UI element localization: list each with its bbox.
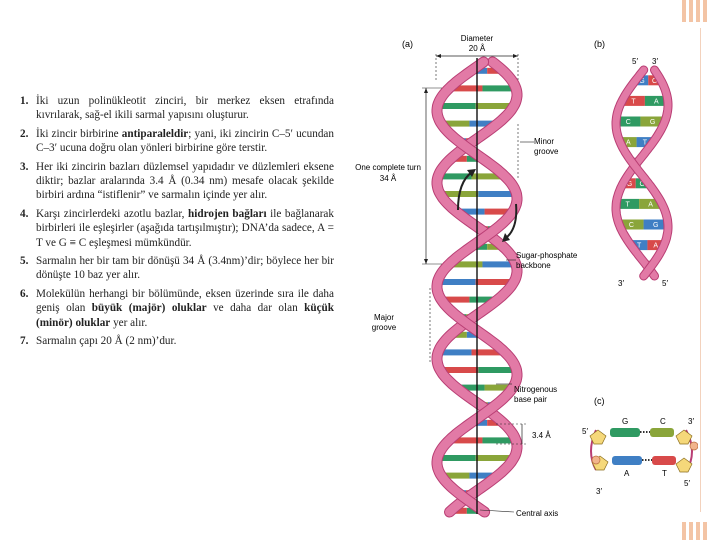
- panel-b-top-left: 5′: [632, 57, 638, 66]
- list-item-number: 5.: [20, 255, 29, 268]
- turn-bracket-top: [424, 88, 428, 93]
- list-item-text: ve daha dar olan: [206, 302, 305, 315]
- list-item: [18, 94, 334, 123]
- dna-properties-list: [18, 94, 334, 353]
- panel-b-bottom-right: 5′: [662, 279, 668, 288]
- list-item: [18, 287, 334, 330]
- base-letter: G: [653, 222, 659, 229]
- phosphate-left: [592, 456, 600, 464]
- list-item-text: Sarmalın her bir tam bir dönüşü 34 Å (3.4nm)’dir; böylece her bir dönüşte 10 baz yer alır.: [36, 255, 334, 282]
- base-letter: G: [649, 119, 656, 126]
- panel-c-base-g: G: [622, 417, 629, 426]
- turn-bracket-bottom: [424, 259, 428, 264]
- dna-structure-figure: [346, 32, 698, 522]
- major-groove-label-2: groove: [371, 323, 397, 332]
- panel-c-label: (c): [594, 396, 605, 406]
- diameter-arrow-right: [513, 54, 518, 58]
- right-edge-line: [700, 28, 701, 512]
- list-item-text: Sarmalın çapı 20 Å (2 nm)’dur.: [36, 335, 177, 348]
- panel-b-bottom-left: 3′: [618, 279, 624, 288]
- bottom-right-decoration: [682, 522, 710, 540]
- diameter-arrow-left: [436, 54, 441, 58]
- bold-term: hidrojen bağları: [188, 207, 267, 220]
- list-item-text: İki uzun polinükleotit zinciri, bir merkez eksen etrafında kıvrılarak, sağ-el ikili sarmal yapısını oluşturur.: [36, 95, 334, 122]
- base-letter: C: [625, 119, 631, 126]
- bold-term: antiparaleldir: [121, 127, 189, 140]
- list-item-number: 3.: [20, 160, 29, 173]
- list-item-text: İki zincir birbirine: [36, 127, 122, 140]
- central-axis-label: Central axis: [516, 509, 559, 518]
- panel-b-top-right: 3′: [652, 57, 658, 66]
- base-letter: A: [654, 98, 659, 106]
- base-letter: T: [642, 139, 647, 147]
- list-item-text: ; yani, iki zincirin C–5′ ucundan C–3′ ucuna doğru olan yönleri birbirine göre terstir.: [36, 127, 334, 155]
- base-letter: T: [637, 242, 642, 250]
- panel-c-base-a: A: [624, 469, 630, 478]
- base-letter: C: [628, 222, 634, 229]
- list-item: [18, 207, 334, 250]
- base-letter: C: [639, 180, 645, 188]
- right-sugar-top: [676, 430, 692, 444]
- diameter-label: Diameter: [460, 34, 494, 43]
- panel-a-label: (a): [402, 39, 413, 49]
- base-pairing-diagram: [582, 417, 698, 496]
- list-item-text: yer alır.: [110, 316, 148, 329]
- list-item: [18, 334, 334, 348]
- phosphate-right: [690, 442, 698, 450]
- panel-c-base-t: T: [662, 469, 667, 478]
- list-item-text: Her iki zincirin bazları düzlemsel yapıdadır ve düzlemleri eksene diktir; bazlar aralarında 3.4 Å (0.34 nm) mesafe olacak şekilde birbiri ardına “istiflenir” ve sarmalın içinde yer alır.: [36, 160, 334, 202]
- bold-term: küçük (minör) oluklar: [36, 302, 334, 329]
- list-item-number: 4.: [20, 207, 29, 220]
- base-c-block: [650, 428, 674, 437]
- list-item: [18, 254, 334, 283]
- base-pair-label-2: base pair: [514, 395, 547, 404]
- backbone-label-2: backbone: [516, 261, 551, 270]
- base-t-block: [652, 456, 676, 465]
- panel-c-left-bottom: 3′: [596, 487, 602, 496]
- minor-groove-label-1: Minor: [534, 137, 555, 146]
- base-g-block: [610, 428, 640, 437]
- list-item-number: 2.: [20, 127, 29, 140]
- complete-turn-label: One complete turn: [355, 163, 421, 172]
- base-a-block: [612, 456, 642, 465]
- list-item: [18, 127, 334, 156]
- backbone-label-1: Sugar-phosphate: [516, 251, 578, 260]
- list-item-text: ile bağlanarak birbirleri ile eşleşirler (aşağıda tartışılmıştır); DNA’da sadece, A = T ve G ≡ C eşleşmesi mümkündür.: [36, 207, 334, 249]
- complete-turn-value: 34 Å: [379, 174, 397, 183]
- list-item-number: 6.: [20, 287, 29, 300]
- major-groove-label-1: Major: [373, 313, 395, 322]
- list-item-text: Molekülün herhangi bir bölümünde, eksen üzerinde sıra ile daha geniş olan: [36, 287, 334, 315]
- base-letter: T: [625, 201, 630, 209]
- right-sugar-bottom: [676, 458, 692, 472]
- list-item: [18, 160, 334, 203]
- list-item-number: 7.: [20, 335, 29, 348]
- panel-c-right-top: 3′: [688, 417, 694, 426]
- panel-c-right-bottom: 5′: [684, 479, 690, 488]
- base-letter: A: [648, 201, 653, 209]
- diameter-value: 20 Å: [468, 44, 486, 53]
- base-letter: A: [625, 139, 631, 147]
- top-right-decoration: [682, 0, 710, 22]
- list-item-number: 1.: [20, 95, 29, 107]
- panel-b-label: (b): [594, 39, 605, 49]
- base-letter: C: [652, 77, 658, 85]
- base-letter: G: [626, 180, 633, 188]
- base-letter: T: [631, 98, 636, 106]
- list-item-text: Karşı zincirlerdeki azotlu bazlar,: [36, 207, 189, 220]
- base-letter: G: [639, 77, 645, 85]
- bold-term: büyük (majör) oluklar: [91, 302, 207, 315]
- minor-groove-label-2: groove: [534, 147, 559, 156]
- spacing-label: 3.4 Å: [532, 431, 551, 440]
- panel-c-base-c: C: [660, 417, 666, 426]
- base-letter: A: [653, 242, 659, 250]
- panel-c-left-top: 5′: [582, 427, 588, 436]
- base-pair-label-1: Nitrogenous: [514, 385, 558, 394]
